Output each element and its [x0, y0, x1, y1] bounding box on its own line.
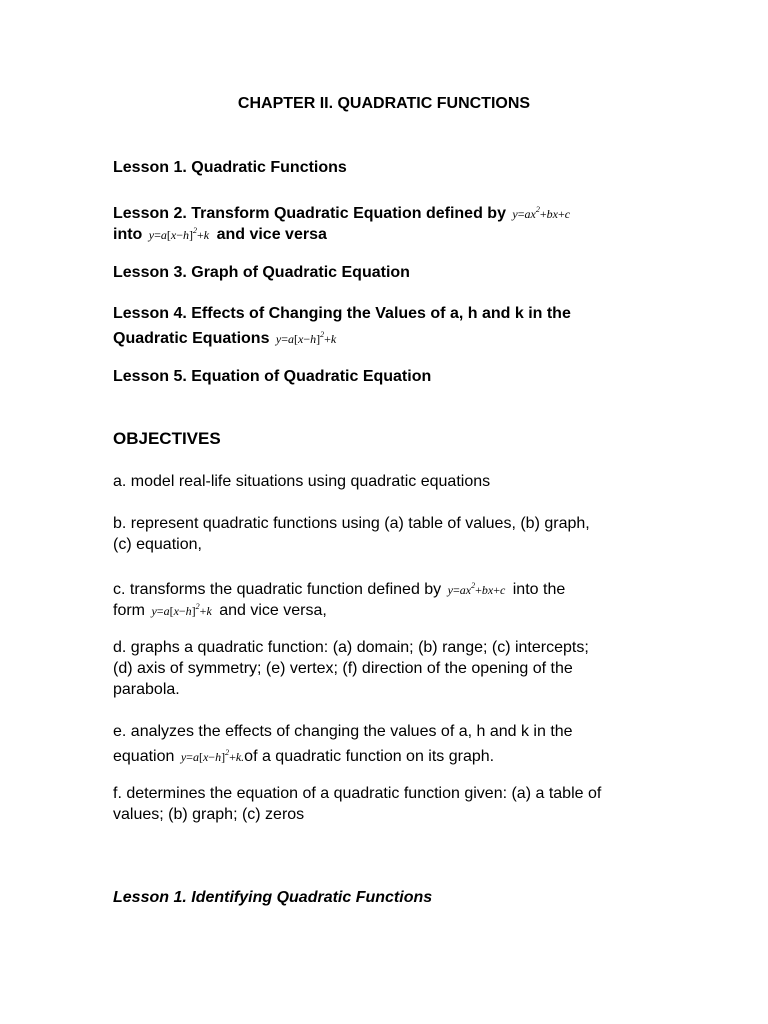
next-lesson-heading: Lesson 1. Identifying Quadratic Functions — [113, 889, 433, 906]
standard-form-equation: $y=ax^2+bx+c$ — [512, 205, 571, 221]
objective-a: a. model real-life situations using quadratic equations — [113, 473, 491, 490]
lesson-4-text: Lesson 4. Effects of Changing the Values of a, h and k in the — [113, 305, 571, 322]
objective-b-line-1: b. represent quadratic functions using (a) table of values, (b) graph, — [113, 515, 590, 532]
lesson-1-text: Lesson 1. Quadratic Functions — [113, 159, 347, 176]
lesson-5 — [113, 366, 431, 387]
lesson-3-text: Lesson 3. Graph of Quadratic Equation — [113, 264, 410, 281]
objective-b-line-2: (c) equation, — [113, 536, 202, 553]
objective-f-line-1: f. determines the equation of a quadratic function given: (a) a table of — [113, 785, 602, 802]
objective-c-form: form — [113, 602, 145, 619]
objective-e-line-1: e. analyzes the effects of changing the values of a, h and k in the — [113, 723, 573, 740]
lesson-2-line-2 — [113, 220, 327, 246]
objective-d-line-1: d. graphs a quadratic function: (a) domain; (b) range; (c) intercepts; — [113, 639, 589, 656]
vertex-form-equation: $y=a[x-h]^2+k$ — [151, 602, 212, 618]
standard-form-equation: $y=ax^2+bx+c$ — [447, 581, 506, 597]
vertex-form-equation: $y=a[x-h]^2+k$. — [180, 748, 245, 764]
lesson-2-text: Lesson 2. Transform Quadratic Equation defined by — [113, 205, 506, 222]
lesson-4-line-2 — [113, 324, 339, 350]
vertex-form-equation: $y=a[x-h]^2+k$ — [275, 330, 337, 346]
lesson-2-vice-versa: and vice versa — [216, 226, 327, 243]
objective-e-equation-label: equation — [113, 748, 175, 765]
objective-e-line-2 — [113, 742, 494, 768]
lesson-1 — [113, 157, 347, 178]
objective-f-line-2: values; (b) graph; (c) zeros — [113, 806, 305, 823]
objective-c-vice-versa: and vice versa, — [219, 602, 327, 619]
objective-c-into: into the — [512, 581, 566, 598]
objective-c-line-2 — [113, 596, 327, 622]
chapter-title: CHAPTER II. QUADRATIC FUNCTIONS — [237, 95, 531, 112]
lesson-4-line-1 — [113, 303, 571, 324]
objectives-heading: OBJECTIVES — [113, 429, 221, 448]
vertex-form-equation: $y=a[x-h]^2+k$ — [148, 226, 210, 242]
lesson-5-text: Lesson 5. Equation of Quadratic Equation — [113, 368, 432, 385]
lesson-3 — [113, 262, 410, 283]
objective-d-line-3: parabola. — [113, 681, 180, 698]
objective-e-text: of a quadratic function on its graph. — [244, 748, 495, 765]
objective-d-line-2: (d) axis of symmetry; (e) vertex; (f) direction of the opening of the — [113, 660, 573, 677]
lesson-2-into: into — [113, 226, 143, 243]
lesson-4-text-2: Quadratic Equations — [113, 330, 270, 347]
objective-c-text: c. transforms the quadratic function defined by — [113, 581, 442, 598]
